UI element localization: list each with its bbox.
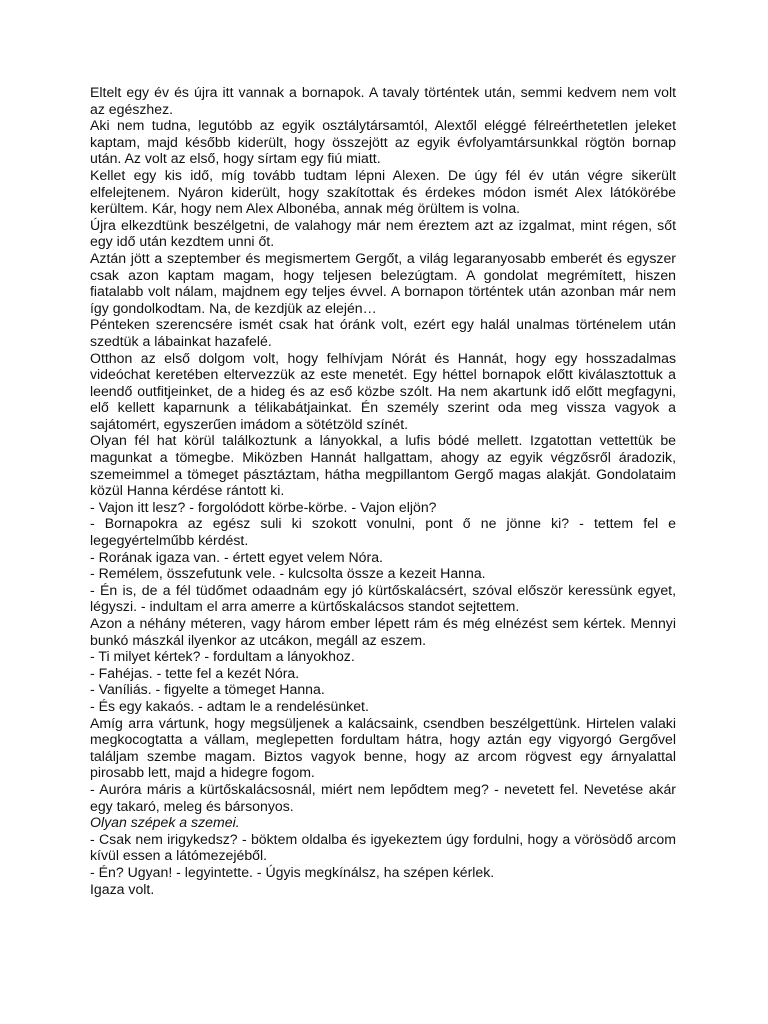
paragraph-3: Kellet egy kis idő, míg tovább tudtam lépni Alexen. De úgy fél év után végre sikerült elfelejtenem. Nyáron kiderült, hogy szakítottak és érdekes módon ismét Alex látókörébe kerültem. Kár, hogy nem Alex Albonéba, annak még örültem is volna.: [90, 166, 676, 217]
dialogue-line-6: - Ti milyet kértek? - fordultam a lányokhoz.: [90, 648, 355, 665]
dialogue-line-9: - És egy kakaós. - adtam le a rendelésünket.: [90, 697, 369, 714]
dialogue-line-11: - Csak nem irigykedsz? - böktem oldalba és igyekeztem úgy fordulni, hogy a vörösödő arcom kívül essen a látómezejéből.: [90, 830, 676, 864]
paragraph-7: Otthon az első dolgom volt, hogy felhívjam Nórát és Hannát, hogy egy hosszadalmas videóchat keretében eltervezzük az este menetét. Egy héttel bornapok előtt kiválasztottuk a leendő outfitjeinket, de a hideg és az eső közbe szólt. Ha nem akartunk idő előtt megfagyni, elő kellett kaparnunk a télikabátjainkat. Én személy szerint oda meg vissza vagyok a sajátomért, egyszerűen imádom a sötétzöld színét.: [90, 349, 676, 432]
paragraph-1: Eltelt egy év és újra itt vannak a bornapok. A tavaly történtek után, semmi kedvem nem volt az egészhez.: [90, 84, 676, 117]
italic-thought: Olyan szépek a szemei.: [90, 814, 240, 831]
paragraph-4: Újra elkezdtünk beszélgetni, de valahogy már nem éreztem azt az izgalmat, mint régen, sőt egy idő után kezdtem unni őt.: [90, 216, 676, 250]
paragraph-9: Azon a néhány méteren, vagy három ember lépett rám és még elnézést sem kértek. Mennyi bunkó mászkál ilyenkor az utcákon, megáll az eszem.: [90, 615, 676, 648]
dialogue-line-2: - Bornapokra az egész suli ki szokott vonulni, pont ő ne jönne ki? - tettem fel e legegyértelműbb kérdést.: [90, 515, 676, 549]
paragraph-6: Pénteken szerencsére ismét csak hat óránk volt, ezért egy halál unalmas történelem után szedtük a lábainkat hazafelé.: [90, 316, 676, 349]
dialogue-line-10: - Auróra máris a kürtőskalácsosnál, miért nem lepődtem meg? - nevetett fel. Nevetése akár egy takaró, meleg és bársonyos.: [90, 780, 676, 814]
dialogue-line-4: - Remélem, összefutunk vele. - kulcsolta össze a kezeit Hanna.: [90, 565, 486, 582]
document-page: [90, 84, 676, 897]
dialogue-line-1: - Vajon itt lesz? - forgolódott körbe-körbe. - Vajon eljön?: [90, 498, 437, 515]
paragraph-10: Amíg arra vártunk, hogy megsüljenek a kalácsaink, csendben beszélgettünk. Hirtelen valaki megkocogtatta a vállam, meglepetten fordultam hátra, hogy aztán egy vigyorgó Gergővel találjam szembe magam. Biztos vagyok benne, hogy az arcom rögvest egy árnyalattal pirosabb lett, majd a hidegre fogom.: [90, 714, 676, 781]
paragraph-8: Olyan fél hat körül találkoztunk a lányokkal, a lufis bódé mellett. Izgatottan vettettük be magunkat a tömegbe. Miközben Hannát hallgattam, ahogy az egyik végzősről áradozik, szemeimmel a tömeget pásztáztam, hátha megpillantom Gergő magas alakját. Gondolataim közül Hanna kérdése rántott ki.: [90, 432, 676, 499]
paragraph-2: Aki nem tudna, legutóbb az egyik osztálytársamtól, Alextől eléggé félreérthetetlen jeleket kaptam, majd később kiderült, hogy összejött az egyik évfolyamtársunkkal rögtön bornap után. Az volt az első, hogy sírtam egy fiú miatt.: [90, 117, 676, 167]
dialogue-line-7: - Fahéjas. - tette fel a kezét Nóra.: [90, 664, 300, 681]
closing-line: Igaza volt.: [90, 880, 155, 897]
dialogue-line-3: - Rorának igaza van. - értett egyet velem Nóra.: [90, 548, 383, 565]
paragraph-5: Aztán jött a szeptember és megismertem Gergőt, a világ legaranyosabb emberét és egyszer csak azon kaptam magam, hogy teljesen belezúgtam. A gondolat megrémített, hiszen fiatalabb volt nálam, majdnem egy teljes évvel. A bornapon történtek után azonban már nem így gondolkodtam. Na, de kezdjük az elején…: [90, 249, 676, 316]
dialogue-line-8: - Vaníliás. - figyelte a tömeget Hanna.: [90, 681, 325, 698]
dialogue-line-5: - Én is, de a fél tüdőmet odaadnám egy jó kürtőskalácsért, szóval először keressünk egyet, légyszi. - indultam el arra amerre a kürtőskalácsos standot sejtettem.: [90, 581, 676, 615]
dialogue-line-12: - Én? Ugyan! - legyintette. - Úgyis megkínálsz, ha szépen kérlek.: [90, 863, 495, 880]
